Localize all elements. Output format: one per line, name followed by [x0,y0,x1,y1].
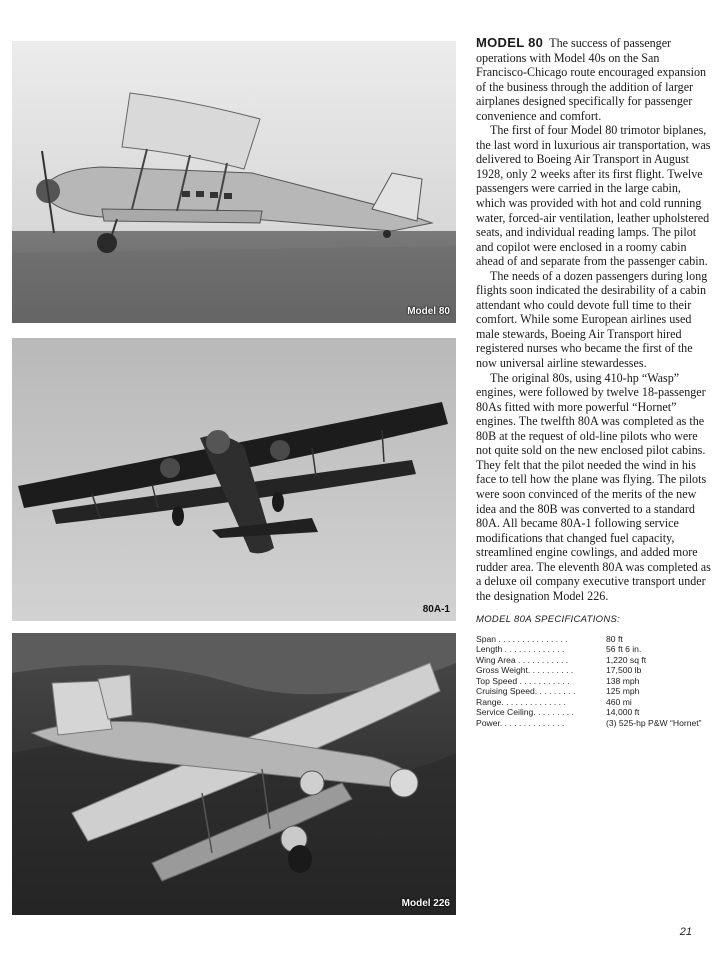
spec-row [476,697,712,708]
specifications-table [476,634,712,729]
photo-model-226 [12,633,456,915]
spec-row [476,707,712,718]
spec-label: Power. . . . . . . . . . . . . . [476,717,565,728]
spec-row [476,686,712,697]
model-226-illustration [12,633,456,915]
spec-value: 14,000 ft [606,707,640,718]
photo-caption: Model 80 [407,306,450,317]
article-column [476,36,712,728]
photo-80a-1 [12,338,456,621]
spec-row [476,644,712,655]
spec-row [476,676,712,687]
spec-label: Span . . . . . . . . . . . . . . . [476,633,568,644]
spec-value: 56 ft 6 in. [606,644,642,655]
spec-value: 1,220 sq ft [606,654,647,665]
article-paragraph: The original 80s, using 410-hp “Wasp” engines, were followed by twelve 18-passenger 80As fitted with more powerful “Hornet” engines. The twelfth 80A was completed as the 80B at the request of old-line pilots who were not quite sold on the new enclosed pilot cabins. They felt that the pilot needed the wind in his face to tell how the plane was flying. The pilots were soon convinced of the merits of the new idea and the 80B was converted to a standard 80A. All became 80A-1 following service modifications that changed fuel capacity, streamlined engine cowlings, and added more rudder area. The eleventh 80A was completed as a deluxe oil company executive transport under the designation Model 226. [476,370,711,603]
spec-value: 460 mi [606,696,632,707]
article-paragraph [476,36,712,123]
80a-1-illustration [12,338,456,621]
spec-label: Length . . . . . . . . . . . . . [476,644,565,655]
spec-label: Wing Area . . . . . . . . . . . [476,654,569,665]
spec-row [476,634,712,645]
spec-label: Gross Weight. . . . . . . . . . [476,665,574,676]
spec-label: Cruising Speed. . . . . . . . . [476,686,576,697]
photo-model-80 [12,41,456,323]
spec-row [476,655,712,666]
page-number: 21 [679,926,692,938]
spec-value: 80 ft [606,633,623,644]
article-paragraph: The first of four Model 80 trimotor biplanes, the last word in luxurious air transportation, was delivered to Boeing Air Transport in August 1928, only 2 weeks after its first flight. Twelve passengers were carried in the large cabin, which was provided with hot and cold running water, forced-air ventilation, leather upholstered seats, and individual reading lamps. The pilot and copilot were enclosed in a roomy cabin ahead of and separate from the passenger cabin. [476,123,711,269]
spec-value: (3) 525-hp P&W “Hornet” [606,717,702,728]
specifications-title: MODEL 80A SPECIFICATIONS: [476,614,621,626]
spec-row [476,718,712,729]
spec-label: Service Ceiling. . . . . . . . . [476,707,574,718]
spec-label: Range. . . . . . . . . . . . . . [476,696,566,707]
spec-label: Top Speed . . . . . . . . . . . [476,675,570,686]
article-paragraph: The needs of a dozen passengers during long flights soon indicated the desirability of a cabin attendant who could devote full time to their comfort. While some European airlines used male stewards, Boeing Air Transport hired registered nurses who became the first of the now universal airline stewardesses. [476,268,708,371]
article-heading: MODEL 80 [476,35,544,50]
paragraph-text: The success of passenger operations with Model 40s on the San Francisco-Chicago route encouraged expansion of the business through the addition of larger airplanes designed specifically for passenger convenience and comfort. [476,36,707,123]
model-80-illustration [12,41,456,323]
spec-row [476,665,712,676]
spec-value: 138 mph [606,675,640,686]
spec-value: 17,500 lb [606,665,642,676]
photo-caption: 80A-1 [422,604,450,615]
photo-caption: Model 226 [401,898,450,909]
spec-value: 125 mph [606,686,640,697]
